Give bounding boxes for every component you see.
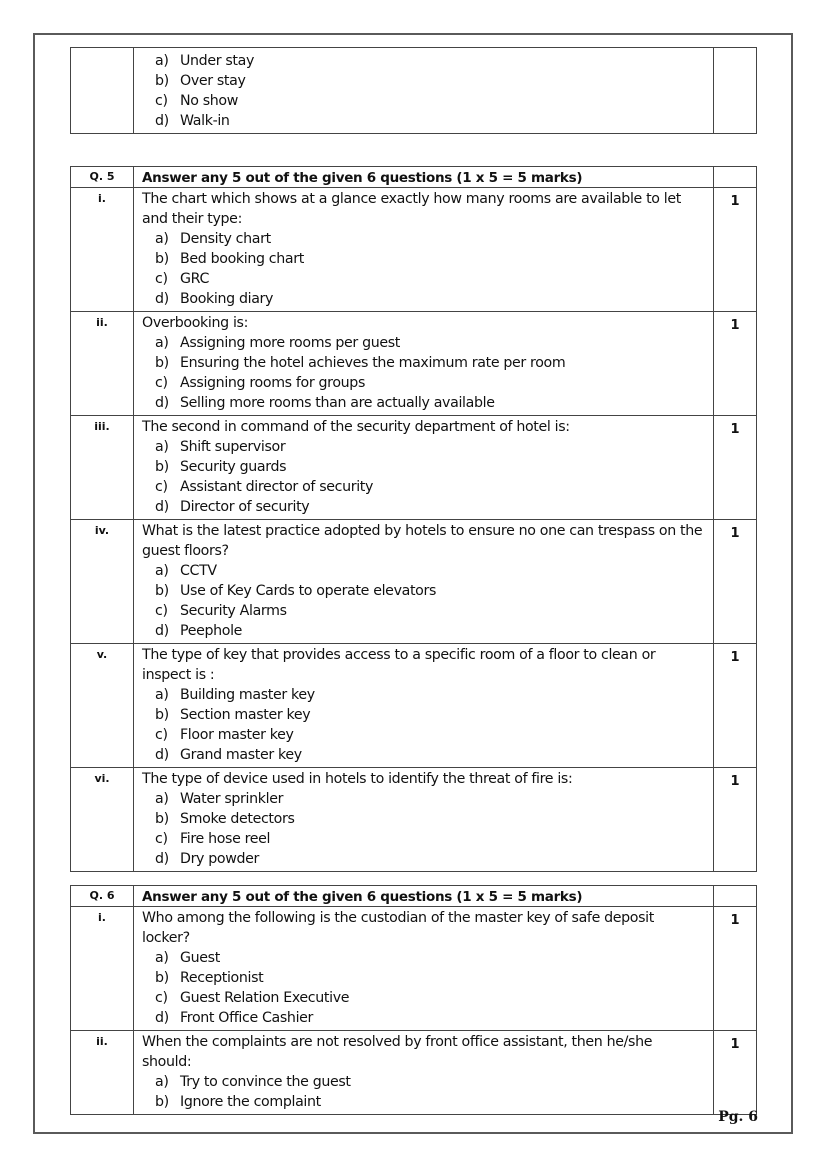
option-list: [142, 51, 705, 131]
option-item: b) Over stay: [155, 73, 246, 89]
question-number: [71, 48, 134, 134]
option-item: d) Front Office Cashier: [155, 1010, 314, 1026]
option-item: d) Selling more rooms than are actually available: [155, 395, 495, 411]
question-text: The chart which shows at a glance exactly how many rooms are available to let and their type:: [142, 191, 681, 227]
option-list: [142, 1072, 705, 1112]
option-item: a) Under stay: [155, 53, 254, 69]
option-item: a) CCTV: [155, 563, 217, 579]
question-body: [134, 312, 714, 416]
option-list: [142, 333, 705, 413]
question-text: The type of key that provides access to a specific room of a floor to clean or inspect is :: [142, 647, 656, 683]
q6-table: [70, 885, 757, 1115]
marks-cell: 1: [714, 768, 757, 872]
option-item: d) Peephole: [155, 623, 243, 639]
table-row: [71, 312, 757, 416]
option-item: c) Fire hose reel: [155, 831, 271, 847]
option-item: b) Section master key: [155, 707, 311, 723]
option-item: d) Walk-in: [155, 113, 230, 129]
option-item: b) Receptionist: [155, 970, 264, 986]
sub-question-number: iii.: [71, 416, 134, 520]
option-item: b) Use of Key Cards to operate elevators: [155, 583, 437, 599]
option-item: a) Try to convince the guest: [155, 1074, 351, 1090]
option-item: a) Shift supervisor: [155, 439, 286, 455]
option-item: b) Security guards: [155, 459, 287, 475]
sub-question-number: i.: [71, 907, 134, 1031]
option-item: a) Assigning more rooms per guest: [155, 335, 400, 351]
table-row: [71, 768, 757, 872]
sub-question-number: ii.: [71, 1031, 134, 1115]
option-item: c) GRC: [155, 271, 210, 287]
table-row: [71, 907, 757, 1031]
option-item: a) Density chart: [155, 231, 271, 247]
question-heading: Answer any 5 out of the given 6 questions (1 x 5 = 5 marks): [134, 886, 714, 907]
option-item: b) Ensuring the hotel achieves the maximum rate per room: [155, 355, 566, 371]
marks-cell: [714, 167, 757, 188]
option-item: c) Security Alarms: [155, 603, 287, 619]
option-item: c) Assistant director of security: [155, 479, 374, 495]
option-item: c) Assigning rooms for groups: [155, 375, 365, 391]
option-item: a) Water sprinkler: [155, 791, 284, 807]
q5-table: [70, 166, 757, 872]
question-body: [134, 907, 714, 1031]
question-text: When the complaints are not resolved by front office assistant, then he/she should:: [142, 1034, 653, 1070]
question-body: [134, 768, 714, 872]
question-body: [134, 520, 714, 644]
question-body: [134, 644, 714, 768]
table-header-row: [71, 886, 757, 907]
option-list: [142, 685, 705, 765]
option-list: [142, 789, 705, 869]
option-list: [142, 229, 705, 309]
option-item: b) Bed booking chart: [155, 251, 304, 267]
option-item: b) Smoke detectors: [155, 811, 295, 827]
question-body: [134, 416, 714, 520]
question-body: [134, 188, 714, 312]
option-item: c) Floor master key: [155, 727, 294, 743]
sub-question-number: v.: [71, 644, 134, 768]
option-item: a) Building master key: [155, 687, 315, 703]
table-row: [71, 644, 757, 768]
marks-cell: 1: [714, 312, 757, 416]
sub-question-number: vi.: [71, 768, 134, 872]
table-row: [71, 188, 757, 312]
marks-cell: 1: [714, 416, 757, 520]
marks-cell: [714, 886, 757, 907]
table-row: [71, 1031, 757, 1115]
option-item: a) Guest: [155, 950, 220, 966]
table-row: [71, 520, 757, 644]
option-item: b) Ignore the complaint: [155, 1094, 321, 1110]
option-item: d) Booking diary: [155, 291, 274, 307]
option-list: [142, 948, 705, 1028]
question-body: [134, 48, 714, 134]
question-text: Overbooking is:: [142, 315, 249, 331]
question-number: Q. 5: [71, 167, 134, 188]
marks-cell: 1: [714, 188, 757, 312]
question-body: [134, 1031, 714, 1115]
table-header-row: [71, 167, 757, 188]
question-text: The type of device used in hotels to identify the threat of fire is:: [142, 771, 573, 787]
question-text: Who among the following is the custodian of the master key of safe deposit locker?: [142, 910, 654, 946]
table-row: [71, 48, 757, 134]
option-item: c) Guest Relation Executive: [155, 990, 350, 1006]
question-number: Q. 6: [71, 886, 134, 907]
option-item: c) No show: [155, 93, 239, 109]
sub-question-number: ii.: [71, 312, 134, 416]
marks-cell: [714, 48, 757, 134]
option-item: d) Director of security: [155, 499, 310, 515]
marks-cell: 1: [714, 907, 757, 1031]
page-number: Pg. 6: [718, 1109, 758, 1125]
marks-cell: 1: [714, 520, 757, 644]
option-list: [142, 437, 705, 517]
marks-cell: 1: [714, 1031, 757, 1115]
top-continuation-table: [70, 47, 757, 134]
sub-question-number: i.: [71, 188, 134, 312]
option-list: [142, 561, 705, 641]
question-text: The second in command of the security department of hotel is:: [142, 419, 570, 435]
question-heading: Answer any 5 out of the given 6 questions (1 x 5 = 5 marks): [134, 167, 714, 188]
option-item: d) Grand master key: [155, 747, 302, 763]
question-text: What is the latest practice adopted by hotels to ensure no one can trespass on the guest floors?: [142, 523, 703, 559]
sub-question-number: iv.: [71, 520, 134, 644]
marks-cell: 1: [714, 644, 757, 768]
option-item: d) Dry powder: [155, 851, 260, 867]
table-row: [71, 416, 757, 520]
